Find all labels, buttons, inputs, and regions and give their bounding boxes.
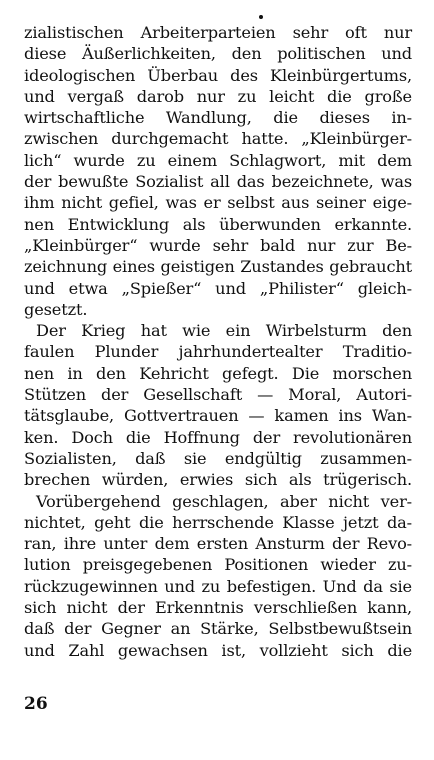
text-line: nen Entwicklung als überwunden erkannte. (24, 214, 412, 234)
text-line: ihm nicht gefiel, was er selbst aus seiner eige- (24, 193, 412, 213)
page-number: 26 (24, 694, 48, 714)
body-text (24, 22, 412, 661)
text-line: und etwa „Spießer“ und „Philister“ gleich- (24, 278, 412, 298)
text-line: sich nicht der Erkenntnis verschließen kann, (24, 598, 412, 618)
text-line: Vorübergehend geschlagen, aber nicht ver- (36, 491, 412, 511)
text-line: zwischen durchgemacht hatte. „Kleinbürger- (24, 129, 412, 149)
text-line: lich“ wurde zu einem Schlagwort, mit dem (24, 150, 412, 170)
text-line: ken. Doch die Hoffnung der revolutionären (24, 427, 412, 447)
text-line: Der Krieg hat wie ein Wirbelsturm den (36, 321, 412, 341)
text-line: zeichnung eines geistigen Zustandes gebraucht (24, 257, 412, 277)
text-line: und Zahl gewachsen ist, vollzieht sich die (24, 640, 412, 660)
print-mark-dot (259, 15, 263, 19)
text-line: daß der Gegner an Stärke, Selbstbewußtsein (24, 619, 412, 639)
text-line: Stützen der Gesellschaft — Moral, Autori- (24, 385, 412, 405)
text-line: nichtet, geht die herrschende Klasse jetzt da- (24, 512, 412, 532)
text-line: und vergaß darob nur zu leicht die große (24, 86, 412, 106)
text-line: der bewußte Sozialist all das bezeichnete, was (24, 172, 412, 192)
text-line: brechen würden, erwies sich als trügerisch. (24, 470, 412, 490)
text-line: tätsglaube, Gottvertrauen — kamen ins Wan- (24, 406, 412, 426)
text-line: ideologischen Überbau des Kleinbürgertums, (24, 65, 412, 85)
text-line: faulen Plunder jahrhundertealter Traditio- (24, 342, 412, 362)
text-line: lution preisgegebenen Positionen wieder zu- (24, 555, 412, 575)
text-line: Sozialisten, daß sie endgültig zusammen- (24, 448, 412, 468)
text-line: ran, ihre unter dem ersten Ansturm der Revo- (24, 534, 412, 554)
text-line: gesetzt. (24, 299, 88, 319)
text-line: wirtschaftliche Wandlung, die dieses in- (24, 108, 412, 128)
text-line: diese Äußerlichkeiten, den politischen und (24, 44, 412, 64)
text-line: zialistischen Arbeiterparteien sehr oft nur (24, 23, 412, 42)
text-line: „Kleinbürger“ wurde sehr bald nur zur Be- (24, 235, 412, 255)
text-line: nen in den Kehricht gefegt. Die morschen (24, 363, 412, 383)
text-line: rückzugewinnen und zu befestigen. Und da sie (24, 576, 412, 596)
